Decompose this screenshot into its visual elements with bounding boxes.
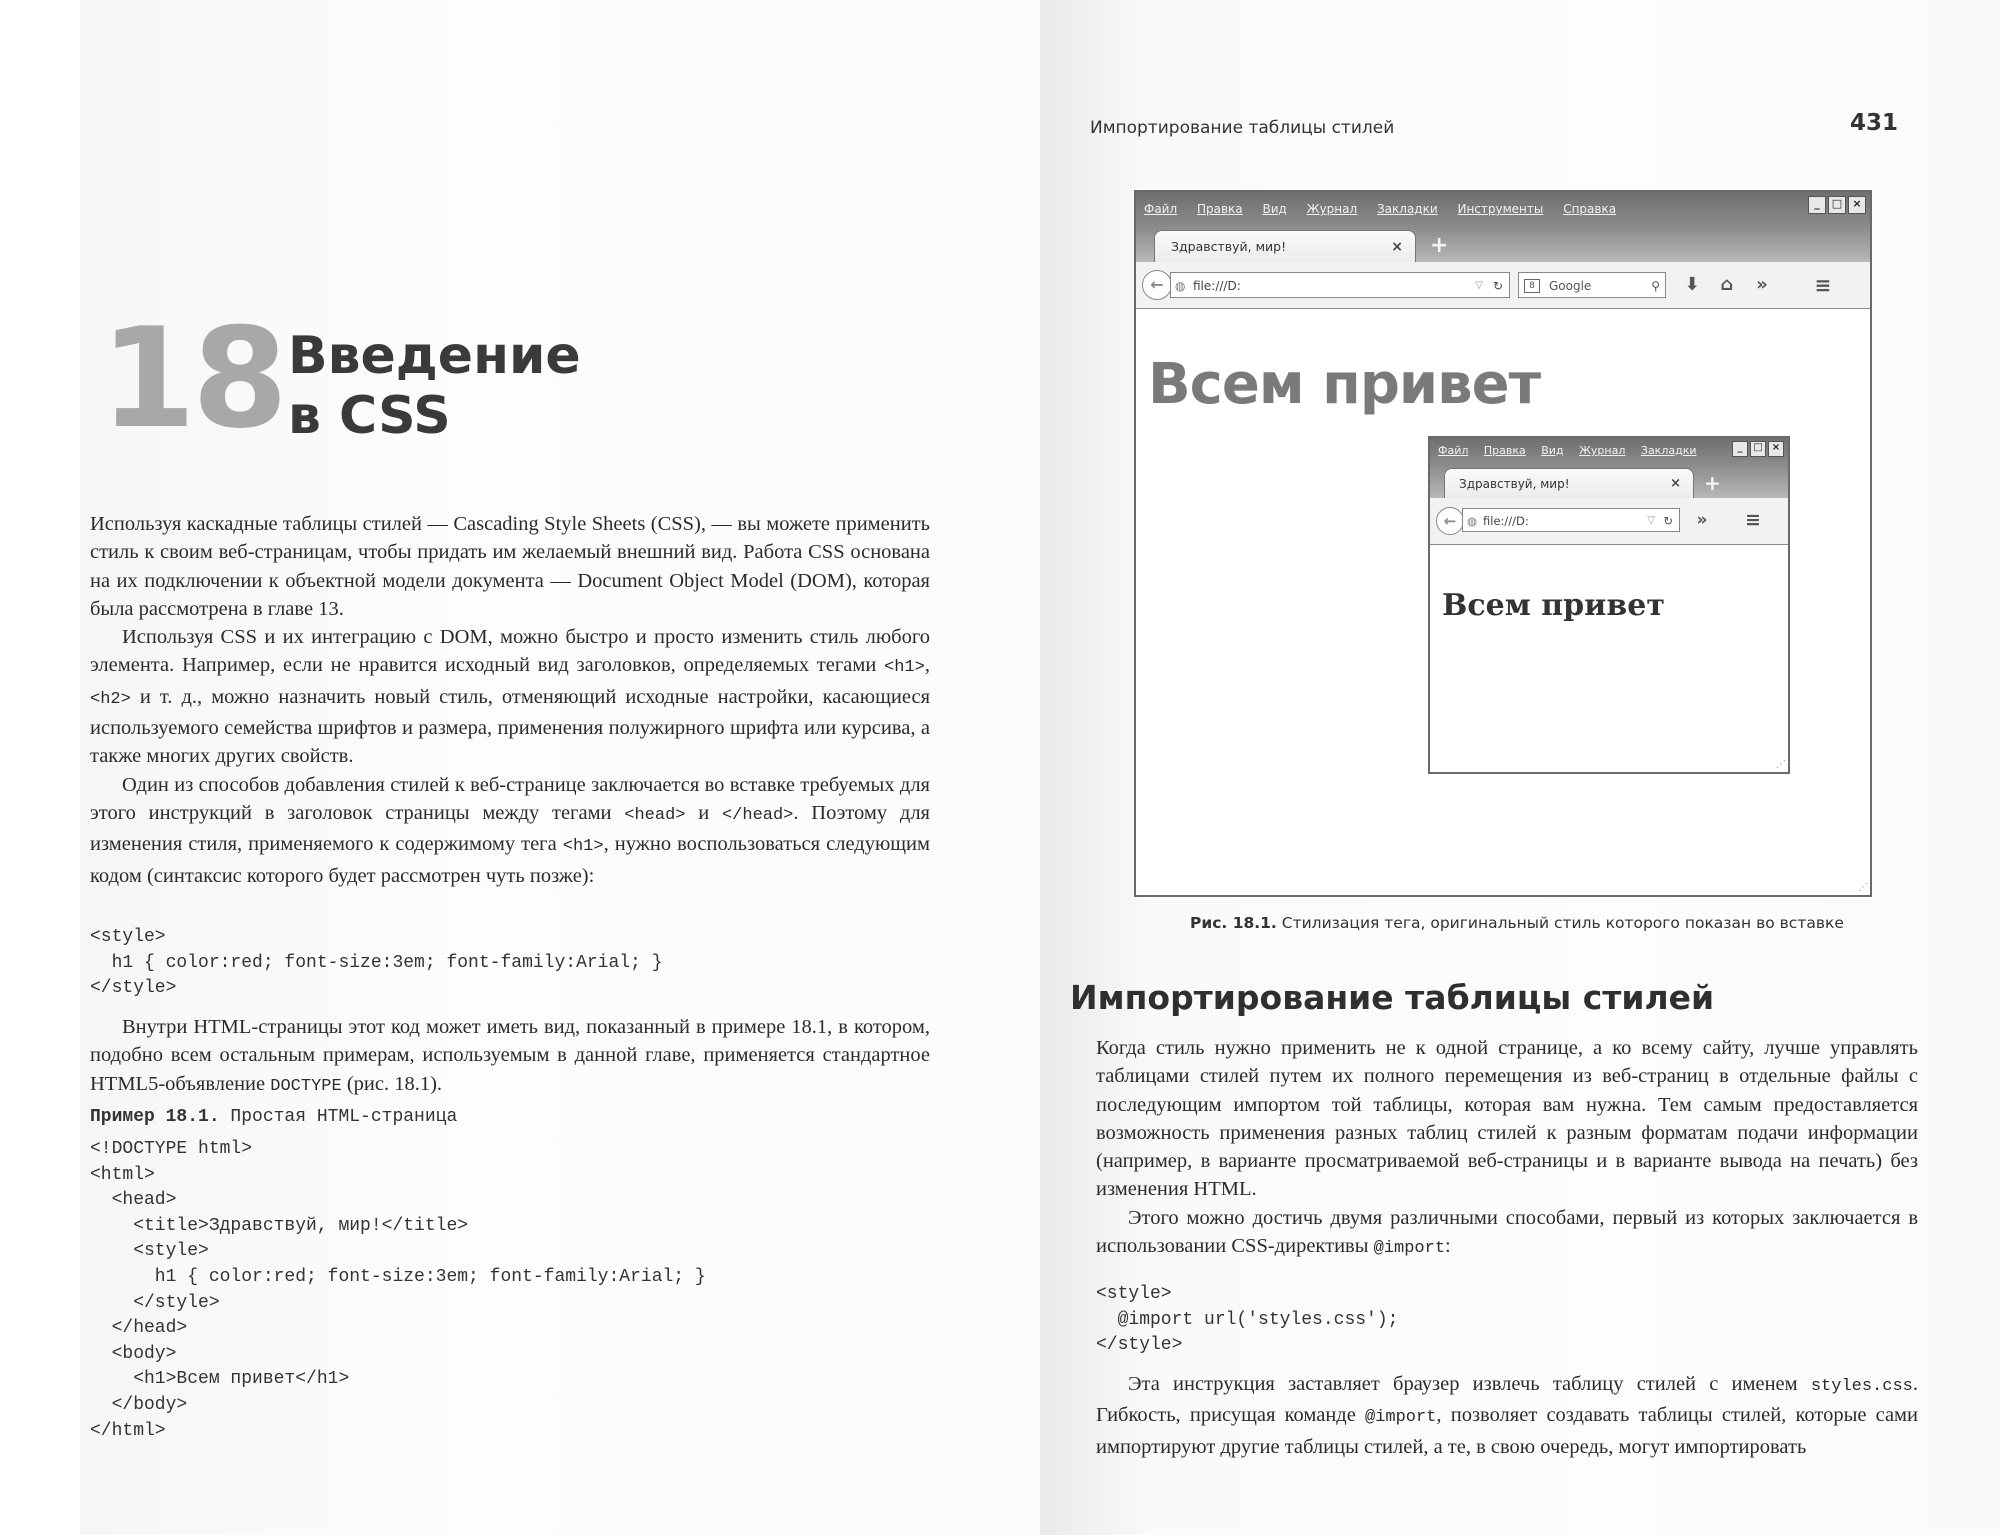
chevron-double-right-icon[interactable]: » bbox=[1696, 510, 1708, 530]
menu-item-edit[interactable]: Правка bbox=[1196, 202, 1243, 216]
example-label: Пример 18.1. bbox=[90, 1107, 220, 1127]
text-run: и т. д., можно назначить новый стиль, отменяющий исходные настройки, касающиеся используемого семейства шрифтов и размера, применения полужирного шрифта или курсива, а также многих других свойств. bbox=[90, 685, 930, 768]
running-head: Импортирование таблицы стилей bbox=[1090, 118, 1395, 138]
chapter-number: 18 bbox=[100, 298, 285, 459]
right-body-top bbox=[1096, 1034, 1918, 1263]
inset-page-heading: Всем привет bbox=[1442, 588, 1665, 623]
paragraph bbox=[90, 623, 930, 770]
inset-tab-title: Здравствуй, мир! bbox=[1459, 477, 1570, 491]
figure-label: Рис. 18.1. bbox=[1190, 914, 1277, 932]
inset-browser-window bbox=[1428, 436, 1790, 774]
left-body-top bbox=[90, 510, 930, 890]
menu-item-history[interactable]: Журнал bbox=[1306, 202, 1358, 216]
text-run: : bbox=[1445, 1235, 1451, 1258]
reload-icon[interactable]: ↻ bbox=[1492, 279, 1503, 293]
code-block: <style> h1 { color:red; font-size:3em; font-family:Arial; } </style> bbox=[90, 927, 663, 999]
menu-item-help[interactable]: Справка bbox=[1563, 202, 1617, 216]
reload-icon[interactable]: ↻ bbox=[1663, 514, 1673, 528]
back-arrow-icon[interactable]: ← bbox=[1436, 507, 1464, 535]
search-icon[interactable]: ⚲ bbox=[1651, 279, 1660, 293]
inline-code: <h1> bbox=[562, 837, 604, 857]
inline-code: DOCTYPE bbox=[270, 1076, 342, 1096]
inset-menu-item-view[interactable]: Вид bbox=[1541, 444, 1564, 457]
inline-code: @import bbox=[1365, 1408, 1437, 1428]
inset-tab-strip bbox=[1430, 464, 1788, 498]
example-caption bbox=[90, 1107, 457, 1127]
right-body-bottom bbox=[1096, 1370, 1918, 1461]
left-body-bottom bbox=[90, 1013, 930, 1101]
inset-menu-item-file[interactable]: Файл bbox=[1438, 444, 1469, 457]
tab-title: Здравствуй, мир! bbox=[1171, 239, 1287, 254]
paragraph bbox=[90, 1013, 930, 1101]
text-run: (рис. 18.1). bbox=[341, 1072, 443, 1095]
close-tab-icon[interactable]: × bbox=[1391, 239, 1403, 255]
inset-window-controls bbox=[1732, 441, 1784, 457]
search-engine-icon[interactable]: 8 bbox=[1524, 279, 1540, 293]
text-run: , нужно воспользоваться следующим кодом (синтаксис которого будет рассмотрен чуть позже): bbox=[90, 833, 930, 887]
section-heading: Импортирование таблицы стилей bbox=[1070, 978, 1715, 1017]
browser-window bbox=[1134, 190, 1872, 897]
menu-item-tools[interactable]: Инструменты bbox=[1457, 202, 1544, 216]
back-arrow-icon[interactable]: ← bbox=[1142, 270, 1172, 300]
chapter-title-line1: Введение bbox=[288, 326, 581, 386]
resize-grip-icon[interactable]: ⋰ bbox=[1858, 882, 1868, 893]
menu-item-view[interactable]: Вид bbox=[1262, 202, 1287, 216]
inset-address-text: file:///D: bbox=[1483, 514, 1529, 528]
tab-active[interactable] bbox=[1154, 230, 1416, 262]
download-icon[interactable]: ⬇ bbox=[1684, 274, 1700, 295]
text-run: Используя CSS и их интеграцию с DOM, можно быстро и просто изменить стиль любого элемента. Например, если не нравится исходный вид заголовков, определяемых тегами bbox=[90, 626, 930, 677]
inline-code: </head> bbox=[721, 805, 794, 825]
minimize-icon[interactable]: _ bbox=[1808, 196, 1826, 214]
paragraph bbox=[1096, 1204, 1918, 1264]
code-block: <style> @import url('styles.css'); </style> bbox=[1096, 1284, 1399, 1356]
inset-menu-item-edit[interactable]: Правка bbox=[1483, 444, 1526, 457]
globe-icon: ◍ bbox=[1175, 279, 1186, 293]
paragraph bbox=[1096, 1370, 1918, 1461]
menu-bar bbox=[1136, 192, 1870, 226]
text-run: , bbox=[924, 654, 930, 677]
search-box[interactable] bbox=[1518, 272, 1666, 298]
close-window-icon[interactable]: × bbox=[1848, 196, 1866, 214]
hamburger-menu-icon[interactable]: ≡ bbox=[1745, 509, 1761, 531]
inset-menu-item-history[interactable]: Журнал bbox=[1579, 444, 1626, 457]
dropdown-icon[interactable]: ▽ bbox=[1647, 515, 1655, 526]
code-block: <!DOCTYPE html> <html> <head> <title>Здравствуй, мир!</title> <style> h1 { color:red; font-size:3em; font-family:Arial; } </style> </head> <body> <h1>Всем привет</h1> </body> </html> bbox=[90, 1139, 706, 1441]
inline-code: <h2> bbox=[90, 689, 131, 709]
close-window-icon[interactable]: × bbox=[1768, 441, 1784, 457]
navigation-bar bbox=[1136, 262, 1870, 309]
page-number: 431 bbox=[1850, 110, 1899, 136]
inset-menu-bar bbox=[1430, 438, 1788, 464]
inset-address-bar[interactable] bbox=[1462, 508, 1680, 532]
inset-menu-item-bookmarks[interactable]: Закладки bbox=[1640, 444, 1697, 457]
new-tab-icon[interactable]: + bbox=[1430, 233, 1449, 258]
address-text: file:///D: bbox=[1193, 279, 1241, 293]
inset-tab-active[interactable] bbox=[1444, 468, 1694, 498]
text-run: , позволяет создавать таблицы стилей, которые сами импортируют другие таблицы стилей, а те, в свою очередь, могут импортировать bbox=[1096, 1404, 1918, 1458]
text-run: Эта инструкция заставляет браузер извлечь таблицу стилей с именем bbox=[1128, 1373, 1811, 1395]
text-run: Внутри HTML-страницы этот код может иметь вид, показанный в примере 18.1, в котором, подобно всем остальным примерам, используемым в данной главе, применяется стандартное HTML5-объявление bbox=[90, 1016, 930, 1095]
page-heading: Всем привет bbox=[1148, 352, 1541, 417]
dropdown-icon[interactable]: ▽ bbox=[1475, 280, 1483, 291]
tab-strip bbox=[1136, 226, 1870, 262]
chapter-title-line2: в CSS bbox=[288, 386, 451, 446]
inline-code: @import bbox=[1373, 1239, 1446, 1259]
menu-item-bookmarks[interactable]: Закладки bbox=[1376, 202, 1438, 216]
hamburger-menu-icon[interactable]: ≡ bbox=[1814, 273, 1832, 297]
address-bar[interactable] bbox=[1170, 272, 1510, 298]
minimize-icon[interactable]: _ bbox=[1732, 441, 1748, 457]
maximize-icon[interactable]: □ bbox=[1750, 441, 1766, 457]
paragraph: Когда стиль нужно применить не к одной странице, а ко всему сайту, лучше управлять таблицами стилей путем их полного перемещения из веб-страниц в отдельные файлы с последующим импортом той таблицы, которая вам нужна. Тем самым предоставляется возможность применения разных таблиц стилей к разным форматам подачи информации (например, в варианте просматриваемой веб-страницы и в варианте вывода на печать) без изменения HTML. bbox=[1096, 1037, 1918, 1201]
chapter-title bbox=[288, 326, 581, 446]
inline-code: styles.css bbox=[1810, 1377, 1913, 1396]
new-tab-icon[interactable]: + bbox=[1704, 471, 1721, 495]
window-controls bbox=[1808, 196, 1866, 214]
home-icon[interactable]: ⌂ bbox=[1720, 274, 1734, 295]
maximize-icon[interactable]: □ bbox=[1828, 196, 1846, 214]
example-title: Простая HTML-страница bbox=[219, 1107, 458, 1127]
text-run: . Поэтому для изменения стиля, применяемого к содержимому тега bbox=[90, 801, 930, 856]
inline-code: <h1> bbox=[884, 658, 925, 678]
text-run: . Гибкость, присущая команде bbox=[1096, 1373, 1918, 1427]
resize-grip-icon[interactable]: ⋰ bbox=[1776, 759, 1786, 770]
text-run: и bbox=[685, 801, 722, 824]
inline-code: <head> bbox=[624, 805, 686, 825]
globe-icon: ◍ bbox=[1467, 514, 1478, 528]
text-run: Один из способов добавления стилей к веб-странице заключается во вставке требуемых для этого инструкций в заголовок страницы между тегами bbox=[90, 773, 930, 824]
text-run: Этого можно достичь двумя различными способами, первый из которых заключается в использовании CSS-директивы bbox=[1096, 1206, 1918, 1258]
close-tab-icon[interactable]: × bbox=[1670, 476, 1681, 491]
paragraph: Используя каскадные таблицы стилей — Cascading Style Sheets (CSS), — вы можете применить стиль к своим веб-страницам, чтобы придать им желаемый внешний вид. Работа CSS основана на их подключении к объектной модели документа — Document Object Model (DOM), которая была рассмотрена в главе 13. bbox=[90, 513, 930, 620]
chevron-double-right-icon[interactable]: » bbox=[1756, 274, 1768, 295]
figure-caption bbox=[1190, 914, 1844, 932]
menu-item-file[interactable]: Файл bbox=[1144, 202, 1178, 216]
search-placeholder: Google bbox=[1549, 279, 1592, 293]
figure-caption-text: Стилизация тега, оригинальный стиль которого показан во вставке bbox=[1276, 914, 1844, 932]
paragraph bbox=[90, 771, 930, 890]
inset-navigation-bar bbox=[1430, 498, 1788, 545]
